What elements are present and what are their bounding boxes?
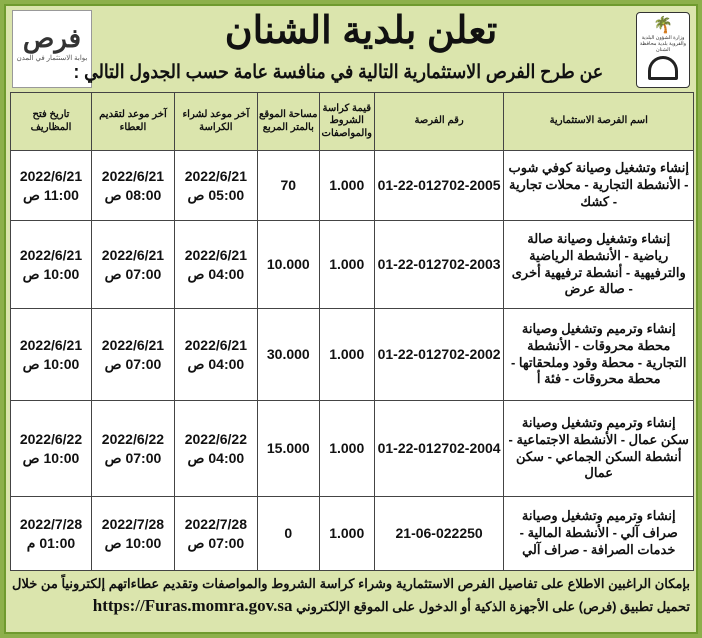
submit-date: 2022/6/21 — [101, 247, 165, 264]
furas-caption: بوابة الاستثمار في المدن — [16, 55, 88, 62]
site-area: 15.000 — [266, 440, 310, 457]
submit-time: 10:00 ص — [104, 534, 162, 551]
site-area: 0 — [284, 525, 293, 542]
purchase-date: 2022/6/22 — [184, 431, 248, 448]
building-icon — [648, 56, 678, 80]
table-row — [11, 221, 694, 309]
purchase-time: 04:00 ص — [187, 265, 245, 282]
purchase-date: 2022/6/21 — [184, 168, 248, 185]
open-date: 2022/6/21 — [19, 168, 83, 185]
opportunity-name: إنشاء وترميم وتشغيل وصيانة محطة محروقات - الأنشطة التجارية - محطة وقود وملحقاتها - محطة محروقات - فئة أ — [510, 320, 687, 387]
table-row — [11, 497, 694, 571]
submit-time: 07:00 ص — [104, 449, 162, 466]
submit-time: 07:00 ص — [104, 265, 162, 282]
submit-date: 2022/6/22 — [101, 431, 165, 448]
open-time: 10:00 ص — [22, 449, 80, 466]
purchase-date: 2022/6/21 — [184, 247, 248, 264]
open-date: 2022/7/28 — [19, 516, 83, 533]
advertisement — [4, 4, 698, 634]
footer-text: بإمكان الراغبين الاطلاع على تفاصيل الفرص الاستثمارية وشراء كراسة الشروط والمواصفات وتقديم عطاءاتهم إلكترونياً من خلال تحميل تطبيق (فرص) على الأجهزة الذكية أو الدخول على الموقع الإلكتروني — [12, 576, 690, 614]
site-area: 70 — [280, 177, 297, 194]
ministry-logo-text: وزارة الشؤون البلدية والقروية بلدية محافظة الشنان — [639, 35, 687, 53]
opportunity-name: إنشاء وتشغيل وصيانة كوفي شوب - الأنشطة التجارية - محلات تجارية - كشك — [508, 160, 689, 209]
column-header: مساحة الموقع بالمتر المربع — [257, 93, 319, 151]
booklet-price: 1.000 — [329, 256, 365, 273]
purchase-time: 04:00 ص — [187, 355, 245, 372]
opportunity-number: 01-22-012702-2002 — [377, 346, 501, 363]
column-header: قيمة كراسة الشروط والمواصفات — [319, 93, 374, 151]
column-header: آخر موعد لشراء الكراسة — [174, 93, 257, 151]
booklet-price: 1.000 — [329, 346, 365, 363]
opportunity-name: إنشاء وتشغيل وصيانة صالة رياضية - الأنشطة الرياضية والترفيهية - أنشطة ترفيهية أخرى - صالة عرض — [511, 230, 686, 297]
open-time: 01:00 م — [26, 534, 76, 551]
submit-time: 07:00 ص — [104, 355, 162, 372]
opportunity-number: 01-22-012702-2004 — [377, 440, 501, 457]
open-time: 11:00 ص — [23, 186, 79, 203]
page-subtitle: عن طرح الفرص الاستثمارية التالية في منافسة عامة حسب الجدول التالي : — [73, 62, 604, 83]
submit-time: 08:00 ص — [104, 186, 162, 203]
opportunity-number: 01-22-012702-2005 — [377, 177, 501, 194]
site-area: 10.000 — [266, 256, 310, 273]
open-time: 10:00 ص — [22, 265, 80, 282]
opportunity-name: إنشاء وترميم وتشغيل وصيانة سكن عمال - الأنشطة الاجتماعية - أنشطة السكن الجماعي - سكن عمال — [508, 414, 689, 481]
column-header: آخر موعد لتقديم العطاء — [91, 93, 174, 151]
purchase-date: 2022/6/21 — [184, 337, 248, 354]
column-header: تاريخ فتح المظاريف — [11, 93, 92, 151]
table-row — [11, 309, 694, 401]
booklet-price: 1.000 — [329, 525, 365, 542]
purchase-date: 2022/7/28 — [184, 516, 248, 533]
open-time: 10:00 ص — [22, 355, 80, 372]
opportunity-number: 21-06-022250 — [395, 525, 483, 542]
header — [6, 6, 696, 92]
submit-date: 2022/6/21 — [101, 168, 165, 185]
palm-swords-icon: 🌴 — [653, 17, 673, 34]
page-title: تعلن بلدية الشنان — [224, 10, 498, 52]
table-row — [11, 401, 694, 497]
opportunities-table — [10, 92, 694, 571]
column-header: اسم الفرصة الاستثمارية — [504, 93, 694, 151]
site-area: 30.000 — [266, 346, 310, 363]
open-date: 2022/6/21 — [19, 247, 83, 264]
ministry-logo — [636, 12, 690, 88]
purchase-time: 04:00 ص — [187, 449, 245, 466]
booklet-price: 1.000 — [329, 177, 365, 194]
table-row — [11, 151, 694, 221]
opportunity-number: 01-22-012702-2003 — [377, 256, 501, 273]
open-date: 2022/6/21 — [19, 337, 83, 354]
purchase-time: 05:00 ص — [187, 186, 245, 203]
open-date: 2022/6/22 — [19, 431, 83, 448]
submit-date: 2022/6/21 — [101, 337, 165, 354]
footer-note — [12, 573, 690, 618]
booklet-price: 1.000 — [329, 440, 365, 457]
website-link[interactable]: https://Furas.momra.gov.sa — [92, 596, 293, 615]
purchase-time: 07:00 ص — [187, 534, 245, 551]
submit-date: 2022/7/28 — [101, 516, 165, 533]
column-header: رقم الفرصة — [374, 93, 504, 151]
furas-logo-text: فرص — [22, 23, 82, 53]
opportunity-name: إنشاء وترميم وتشغيل وصيانة صراف آلي - الأنشطة المالية - خدمات الصرافة - صراف آلي — [519, 508, 678, 557]
